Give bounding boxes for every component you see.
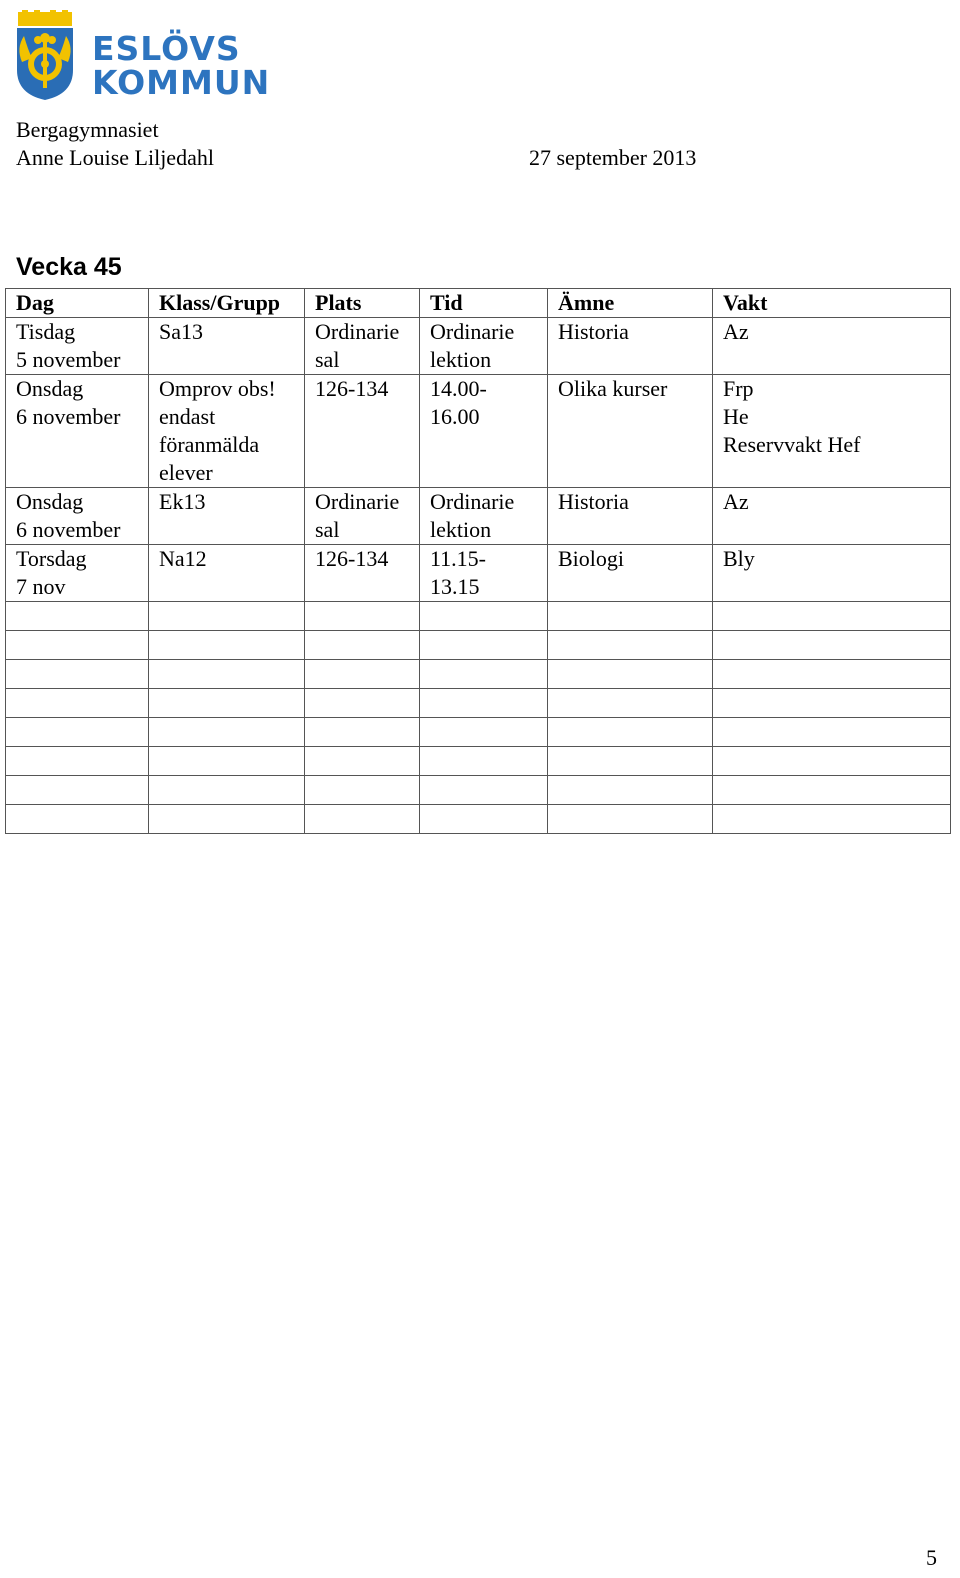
- empty-cell: [713, 689, 951, 718]
- empty-cell: [6, 718, 149, 747]
- cell-line: Bly: [723, 546, 755, 571]
- empty-cell: [548, 631, 713, 660]
- empty-cell: [713, 747, 951, 776]
- cell-line: 126-134: [315, 546, 389, 571]
- cell-line: Historia: [558, 319, 629, 344]
- table-cell: [713, 488, 951, 545]
- empty-cell: [305, 805, 420, 834]
- empty-cell: [548, 718, 713, 747]
- empty-table-row: [6, 747, 951, 776]
- table-cell: [420, 318, 548, 375]
- schedule-table: [5, 288, 951, 834]
- empty-cell: [6, 602, 149, 631]
- table-row: [6, 488, 951, 545]
- empty-table-row: [6, 602, 951, 631]
- cell-line: 13.15: [430, 574, 480, 599]
- table-cell: [420, 375, 548, 488]
- cell-line: Reservvakt Hef: [723, 432, 861, 457]
- empty-cell: [548, 747, 713, 776]
- table-cell: [548, 318, 713, 375]
- empty-table-row: [6, 631, 951, 660]
- table-cell: [305, 545, 420, 602]
- table-row: [6, 375, 951, 488]
- cell-line: Az: [723, 319, 749, 344]
- empty-cell: [548, 660, 713, 689]
- empty-cell: [420, 776, 548, 805]
- cell-line: Onsdag: [16, 376, 84, 401]
- empty-cell: [420, 602, 548, 631]
- empty-cell: [305, 631, 420, 660]
- cell-line: sal: [315, 347, 340, 372]
- week-title: Vecka 45: [16, 253, 122, 281]
- empty-cell: [713, 631, 951, 660]
- table-header-row: [6, 289, 951, 318]
- empty-cell: [420, 689, 548, 718]
- empty-cell: [149, 776, 305, 805]
- table-cell: [6, 545, 149, 602]
- column-header: Dag: [6, 289, 149, 318]
- empty-table-row: [6, 718, 951, 747]
- cell-line: 6 november: [16, 517, 121, 542]
- column-header: Ämne: [548, 289, 713, 318]
- table-row: [6, 318, 951, 375]
- table-cell: [149, 375, 305, 488]
- author-name: Anne Louise Liljedahl: [16, 145, 214, 170]
- table-cell: [305, 375, 420, 488]
- eslovs-kommun-logo: [14, 10, 271, 102]
- table-cell: [548, 545, 713, 602]
- empty-cell: [420, 718, 548, 747]
- cell-line: endast: [159, 404, 216, 429]
- cell-line: 126-134: [315, 376, 389, 401]
- empty-cell: [6, 631, 149, 660]
- empty-table-row: [6, 776, 951, 805]
- document-date: 27 september 2013: [529, 145, 697, 170]
- empty-cell: [548, 776, 713, 805]
- column-header: Klass/Grupp: [149, 289, 305, 318]
- empty-cell: [420, 747, 548, 776]
- table-cell: [713, 545, 951, 602]
- cell-line: Ordinarie: [430, 319, 515, 344]
- empty-cell: [420, 631, 548, 660]
- cell-line: Biologi: [558, 546, 625, 571]
- table-cell: [420, 488, 548, 545]
- school-name: Bergagymnasiet: [16, 117, 159, 142]
- empty-cell: [6, 776, 149, 805]
- column-header: Plats: [305, 289, 420, 318]
- empty-cell: [713, 805, 951, 834]
- empty-cell: [305, 689, 420, 718]
- table-cell: [149, 488, 305, 545]
- column-header: Tid: [420, 289, 548, 318]
- logo-line-1: ESLÖVS: [92, 29, 241, 68]
- empty-cell: [6, 660, 149, 689]
- cell-line: Omprov obs!: [159, 376, 276, 401]
- empty-cell: [6, 689, 149, 718]
- cell-line: He: [723, 404, 749, 429]
- table-cell: [548, 375, 713, 488]
- empty-cell: [305, 602, 420, 631]
- empty-cell: [305, 776, 420, 805]
- empty-cell: [420, 660, 548, 689]
- cell-line: Frp: [723, 376, 754, 401]
- empty-cell: [548, 602, 713, 631]
- cell-line: lektion: [430, 347, 492, 372]
- page-number: 5: [926, 1545, 937, 1570]
- table-cell: [305, 318, 420, 375]
- cell-line: föranmälda: [159, 432, 260, 457]
- cell-line: Ordinarie: [315, 489, 400, 514]
- empty-cell: [6, 747, 149, 776]
- empty-cell: [713, 776, 951, 805]
- empty-cell: [6, 805, 149, 834]
- empty-cell: [149, 631, 305, 660]
- cell-line: Torsdag: [16, 546, 87, 571]
- empty-cell: [149, 718, 305, 747]
- table-cell: [149, 318, 305, 375]
- logo-wordmark: [92, 29, 271, 102]
- empty-cell: [713, 660, 951, 689]
- empty-cell: [149, 660, 305, 689]
- cell-line: 7 nov: [16, 574, 66, 599]
- cell-line: 16.00: [430, 404, 480, 429]
- cell-line: lektion: [430, 517, 492, 542]
- cell-line: 6 november: [16, 404, 121, 429]
- cell-line: 14.00-: [430, 376, 487, 401]
- table-row: [6, 545, 951, 602]
- empty-cell: [149, 689, 305, 718]
- column-header: Vakt: [713, 289, 951, 318]
- empty-cell: [713, 602, 951, 631]
- empty-table-row: [6, 689, 951, 718]
- cell-line: Ordinarie: [315, 319, 400, 344]
- cell-line: Tisdag: [16, 319, 76, 344]
- municipal-crest-icon: [14, 10, 76, 102]
- cell-line: Historia: [558, 489, 629, 514]
- empty-table-row: [6, 805, 951, 834]
- cell-line: Sa13: [159, 319, 203, 344]
- table-cell: [6, 318, 149, 375]
- cell-line: sal: [315, 517, 340, 542]
- empty-cell: [305, 747, 420, 776]
- table-cell: [6, 375, 149, 488]
- cell-line: Onsdag: [16, 489, 84, 514]
- table-cell: [6, 488, 149, 545]
- empty-cell: [420, 805, 548, 834]
- cell-line: Az: [723, 489, 749, 514]
- cell-line: 5 november: [16, 347, 121, 372]
- empty-cell: [149, 747, 305, 776]
- empty-cell: [149, 602, 305, 631]
- empty-table-row: [6, 660, 951, 689]
- empty-cell: [305, 718, 420, 747]
- table-cell: [713, 375, 951, 488]
- cell-line: elever: [159, 460, 213, 485]
- empty-cell: [149, 805, 305, 834]
- table-cell: [420, 545, 548, 602]
- table-cell: [149, 545, 305, 602]
- cell-line: Ek13: [159, 489, 206, 514]
- table-cell: [548, 488, 713, 545]
- table-cell: [713, 318, 951, 375]
- table-cell: [305, 488, 420, 545]
- empty-cell: [548, 805, 713, 834]
- empty-cell: [713, 718, 951, 747]
- cell-line: Ordinarie: [430, 489, 515, 514]
- cell-line: Na12: [159, 546, 207, 571]
- cell-line: Olika kurser: [558, 376, 668, 401]
- logo-line-2: KOMMUN: [92, 63, 271, 102]
- empty-cell: [548, 689, 713, 718]
- cell-line: 11.15-: [430, 546, 487, 571]
- empty-cell: [305, 660, 420, 689]
